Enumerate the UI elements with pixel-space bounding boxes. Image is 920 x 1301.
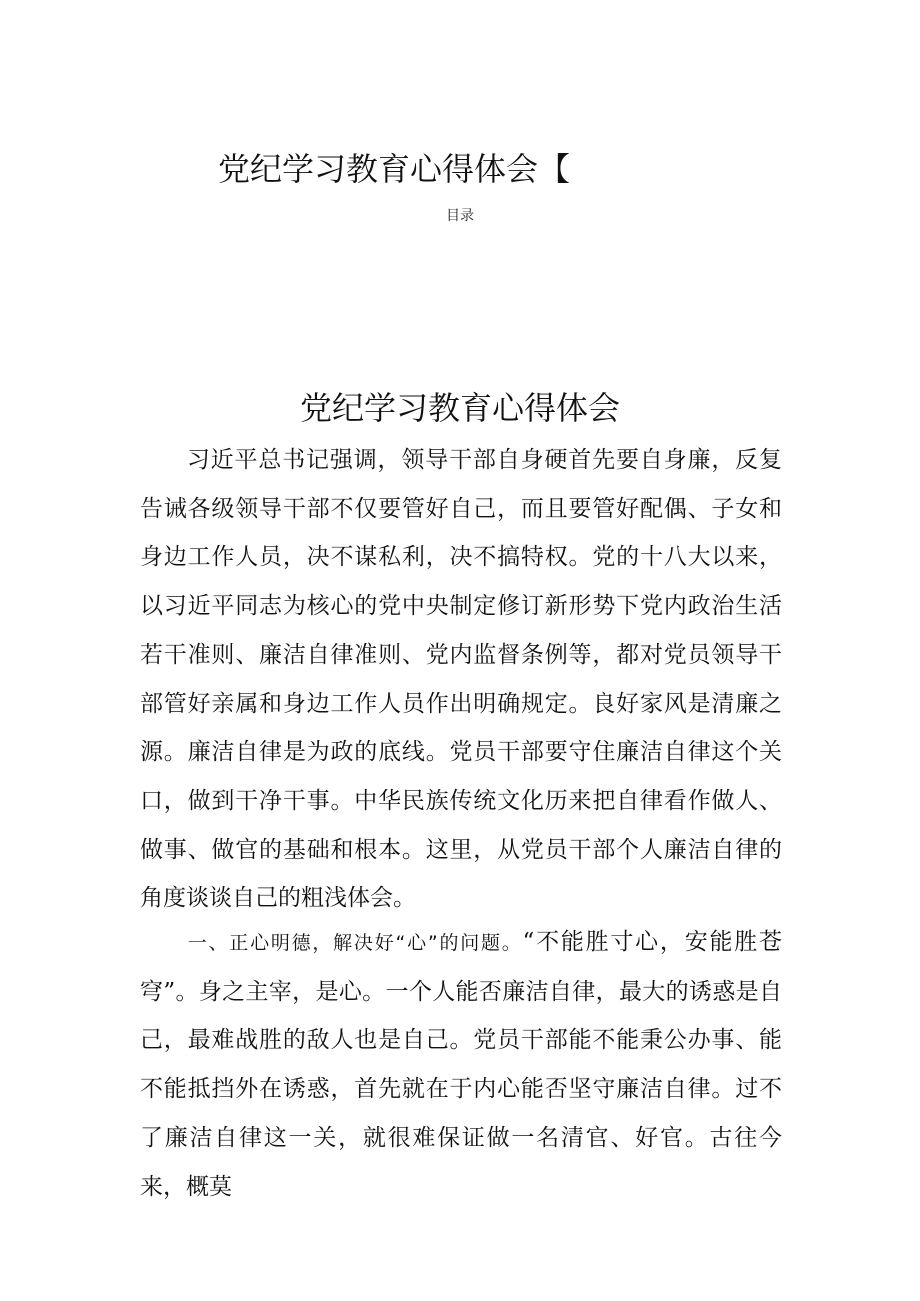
paragraph-section-1	[140, 918, 782, 1211]
main-title: 党纪学习教育心得体会	[299, 389, 620, 427]
paragraph-intro-text: 习近平总书记强调，领导干部自身硬首先要自身廉，反复告诫各级领导干部不仅要管好自己，而且要管好配偶、子女和身边工作人员，决不谋私利，决不搞特权。党的十八大以来，以习近平同志为核心的党中央制定修订新形势下党内政治生活若干准则、廉洁自律准则、党内监督条例等，都对党员领导干部管好亲属和身边工作人员作出明确规定。良好家风是清廉之源。廉洁自律是为政的底线。党员干部要守住廉洁自律这个关口，做到干净干事。中华民族传统文化历来把自律看作做人、做事、做官的基础和根本。这里，从党员干部个人廉洁自律的角度谈谈自己的粗浅体会。	[140, 447, 782, 912]
section-1-heading: 一、正心明德，解决好“心”的问题。	[186, 932, 523, 954]
paragraph-intro	[140, 436, 782, 923]
toc-label: 目录	[446, 208, 474, 224]
cover-title: 党纪学习教育心得体会【	[218, 150, 571, 188]
paragraph-section-1-text: “不能胜寸心，安能胜苍穹”。身之主宰，是心。一个人能否廉洁自律，最大的诱惑是自己，最难战胜的敌人也是自己。党员干部能不能秉公办事、能不能抵挡外在诱惑，首先就在于内心能否坚守廉洁自律。过不了廉洁自律这一关，就很难保证做一名清官、好官。古往今来，概莫	[140, 929, 783, 1200]
